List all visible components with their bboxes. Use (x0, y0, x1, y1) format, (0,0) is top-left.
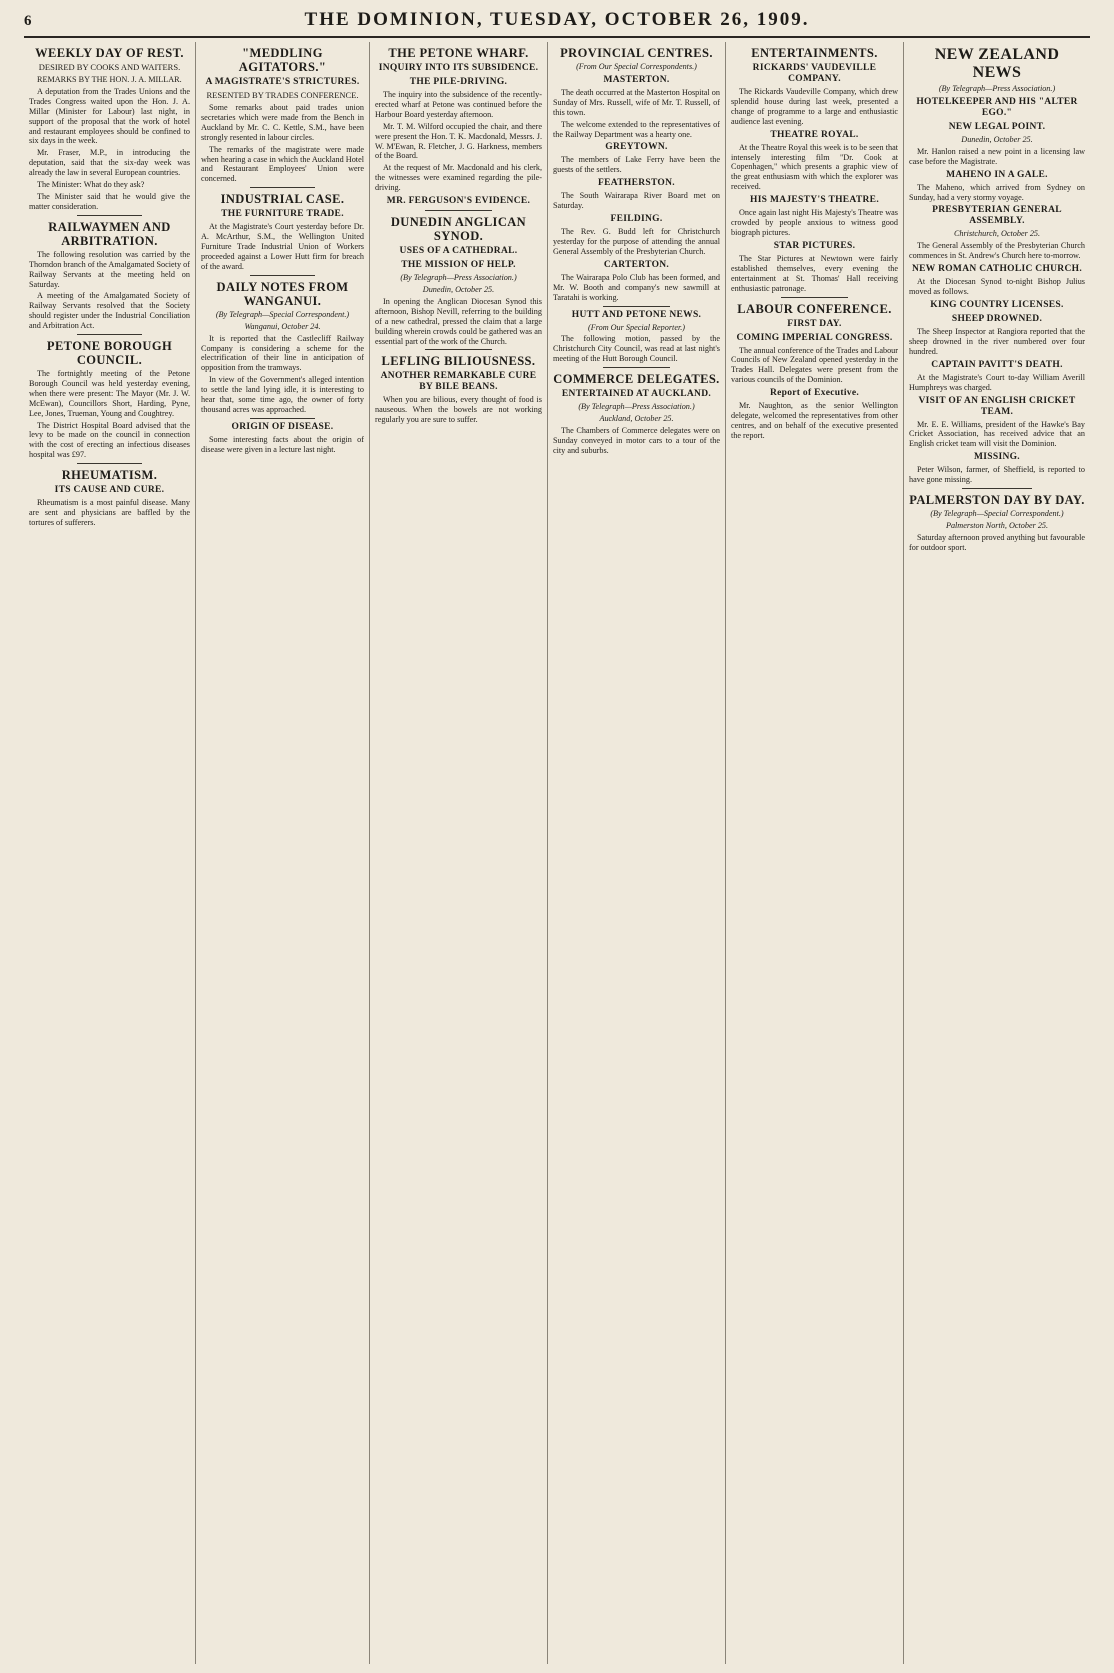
paragraph: Saturday afternoon proved anything but favourable for outdoor sport. (909, 532, 1085, 552)
paragraph: The welcome extended to the representatives of the Railway Department was a hearty one. (553, 119, 720, 139)
dateline: Auckland, October 25. (599, 414, 674, 424)
paragraph: It is reported that the Castlecliff Railway Company is considering a scheme for the electrification of their line in anticipation of opposition from the tramways. (201, 333, 364, 373)
paragraph: The death occurred at the Masterton Hospital on Sunday of Mrs. Russell, wife of Mr. T. Russell, of this town. (553, 87, 720, 117)
divider (603, 367, 670, 368)
headline: NEW ZEALAND NEWS (934, 46, 1060, 81)
divider (77, 215, 141, 216)
masthead (24, 4, 1090, 38)
paragraph: At the Magistrate's Court yesterday before Dr. A. McArthur, S.M., the Wellington United Furniture Trade Industrial Union of Workers proceeded against a Lower Hutt firm for breach of the award. (201, 222, 364, 271)
paragraph: The South Wairarapa River Board met on Saturday. (553, 191, 720, 211)
dateline: (By Telegraph—Special Correspondent.) (215, 309, 350, 319)
headline: PALMERSTON DAY BY DAY. (909, 493, 1085, 508)
paragraph: Peter Wilson, farmer, of Sheffield, is reported to have gone missing. (909, 465, 1085, 485)
column-2 (196, 42, 370, 1664)
headline: THE PETONE WHARF. (388, 46, 529, 60)
subhead: KING COUNTRY LICENSES. (930, 299, 1064, 310)
headline: "MEDDLING AGITATORS." (238, 46, 327, 74)
paragraph: The Maheno, which arrived from Sydney on Sunday, had a very stormy voyage. (909, 182, 1085, 202)
headline: WEEKLY DAY OF REST. (35, 46, 184, 60)
columns (24, 42, 1090, 1664)
column-3 (370, 42, 548, 1664)
paragraph: In view of the Government's alleged intention to settle the land lying idle, it is interesting to hear that, some time ago, the owner of forty thousand acres was approached. (201, 375, 364, 414)
divider (781, 297, 848, 298)
paragraph: A meeting of the Amalgamated Society of Railway Servants resolved that the Society should register under the Industrial Conciliation and Arbitration Act. (29, 291, 190, 331)
paragraph: At the Magistrate's Court to-day William Averill Humphreys was charged. (909, 372, 1085, 392)
subhead: RICKARDS' VAUDEVILLE COMPANY. (752, 63, 877, 84)
paragraph: Mr. T. M. Wilford occupied the chair, and there were present the Hon. T. K. Macdonald, Messrs. J. W. M'Ewan, R. Fletcher, J. G. Harkness, members of the Board. (375, 121, 542, 161)
headline: ENTERTAINMENTS. (751, 46, 878, 60)
paragraph: Mr. Hanlon raised a new point in a licensing law case before the Magistrate. (909, 146, 1085, 166)
subhead: COMING IMPERIAL CONGRESS. (736, 332, 893, 343)
dateline: (From Our Special Reporter.) (587, 322, 686, 332)
paragraph: A deputation from the Trades Unions and the Trades Congress waited upon the Hon. J. A. Millar (Minister for Labour) last night, in support of the proposal that the work of hotel and restaurant employees should be confined to six days in the week. (29, 86, 190, 146)
deck: DESIRED BY COOKS AND WAITERS. (38, 62, 181, 72)
subhead: Report of Executive. (769, 388, 860, 399)
dateline: (From Our Special Correspondents.) (576, 62, 697, 71)
divider (250, 418, 315, 419)
dateline: Dunedin, October 25. (422, 284, 495, 294)
headline: COMMERCE DELEGATES. (553, 372, 720, 387)
paragraph: Once again last night His Majesty's Theatre was crowded by people anxious to witness good biograph pictures. (731, 208, 898, 237)
paragraph: In opening the Anglican Diocesan Synod this afternoon, Bishop Nevill, referring to the building of a new cathedral, pressed the claim that a large building wherein crowds could be gathered was an essential part of the work of the Church. (375, 296, 542, 346)
subhead: SHEEP DROWNED. (951, 313, 1043, 324)
subhead: ANOTHER REMARKABLE CURE BY BILE BEANS. (380, 371, 537, 393)
divider (77, 334, 141, 335)
column-1 (24, 42, 196, 1664)
dateline: (By Telegraph—Press Association.) (578, 402, 695, 412)
subhead: THEATRE ROYAL. (770, 129, 859, 140)
divider (603, 306, 670, 307)
subhead: USES OF A CATHEDRAL. (399, 246, 518, 257)
subhead: CARTERTON. (603, 259, 670, 270)
dateline: Palmerston North, October 25. (945, 520, 1049, 530)
paragraph: The Rev. G. Budd left for Christchurch yesterday for the purpose of attending the annual General Assembly of the Presbyterian Church. (553, 227, 720, 256)
dateline: Christchurch, October 25. (953, 229, 1041, 239)
subhead: MAHENO IN A GALE. (946, 169, 1048, 180)
headline: DAILY NOTES FROM WANGANUI. (216, 279, 349, 308)
paragraph: The Star Pictures at Newtown were fairly established themselves, every evening the entertainment at St. Thomas' Hall receiving enthusiastic patronage. (731, 253, 898, 293)
paragraph: The Minister: What do they ask? (37, 180, 145, 190)
subhead: NEW LEGAL POINT. (948, 121, 1046, 132)
dateline: Dunedin, October 25. (961, 134, 1033, 144)
subhead: ENTERTAINED AT AUCKLAND. (561, 389, 712, 400)
paragraph: When you are bilious, every thought of food is nauseous. When the bowels are not working regularly you are sure to suffer. (375, 395, 542, 425)
dateline: (By Telegraph—Special Correspondent.) (930, 509, 1064, 519)
paragraph: The General Assembly of the Presbyterian Church commences in St. Andrew's Church here to-morrow. (909, 241, 1085, 261)
divider (962, 488, 1032, 489)
subhead: HUTT AND PETONE NEWS. (571, 309, 702, 320)
paragraph: The District Hospital Board advised that the levy to be made on the council in connection with the cost of erecting an infectious diseases hospital was £97. (29, 420, 190, 460)
subhead: A MAGISTRATE'S STRICTURES. (205, 77, 360, 87)
divider (250, 187, 315, 188)
dateline: (By Telegraph—Press Association.) (400, 273, 517, 283)
subhead: STAR PICTURES. (773, 240, 856, 251)
masthead-title: THE DOMINION, TUESDAY, OCTOBER 26, 1909. (304, 9, 810, 30)
page-number: 6 (24, 13, 32, 29)
paragraph: At the Theatre Royal this week is to be seen that intensely interesting film "Dr. Cook at Copenhagen," which presents a graphic view of the great enthusiasm with which the explorer was received. (731, 142, 898, 192)
subhead: THE FURNITURE TRADE. (221, 209, 344, 220)
paragraph: Mr. E. E. Williams, president of the Hawke's Bay Cricket Association, has received advice that an English cricket team will visit the Dominion. (909, 419, 1085, 449)
paragraph: REMARKS BY THE HON. J. A. MILLAR. (37, 75, 182, 84)
subhead: HOTELKEEPER AND HIS "ALTER EGO." (916, 96, 1078, 118)
headline: PETONE BOROUGH COUNCIL. (46, 339, 173, 368)
divider (250, 275, 315, 276)
dateline: Wanganui, October 24. (244, 321, 321, 331)
paragraph: The remarks of the magistrate were made when hearing a case in which the Auckland Hotel and Restaurant Employees' Union were concerned. (201, 144, 364, 184)
paragraph: Mr. Naughton, as the senior Wellington delegate, welcomed the representatives from other centres, and on behalf of the executive presented the report. (731, 401, 898, 440)
headline: INDUSTRIAL CASE. (220, 192, 345, 207)
subhead: VISIT OF AN ENGLISH CRICKET TEAM. (918, 395, 1076, 417)
subhead: ORIGIN OF DISEASE. (231, 421, 334, 432)
subhead: THE PILE-DRIVING. (409, 77, 508, 87)
paragraph: Mr. Fraser, M.P., in introducing the deputation, said that the six-day week was already the law in several European countries. (29, 148, 190, 178)
paragraph: The fortnightly meeting of the Petone Borough Council was held yesterday evening, when there were present: The Mayor (Mr. J. W. McEwan), Councillors Short, Harding, Pyne, Lee, Jones, Trueman, Young and Coughtrey. (29, 369, 190, 418)
subhead: FEATHERSTON. (598, 178, 675, 189)
column-4 (548, 42, 726, 1664)
subhead: THE MISSION OF HELP. (401, 260, 516, 271)
subhead: CAPTAIN PAVITT'S DEATH. (931, 359, 1063, 370)
paragraph: The following resolution was carried by the Thorndon branch of the Amalgamated Society of Railway Servants at the meeting held on Saturday. (29, 249, 190, 289)
headline: RHEUMATISM. (61, 468, 158, 483)
headline: RAILWAYMEN AND ARBITRATION. (48, 219, 171, 248)
paragraph: At the Diocesan Synod to-night Bishop Julius moved as follows. (909, 277, 1085, 297)
subhead: FEILDING. (610, 214, 663, 225)
paragraph: The following motion, passed by the Christchurch City Council, was read at last night's meeting of the Hutt Borough Council. (553, 334, 720, 364)
subhead: HIS MAJESTY'S THEATRE. (750, 195, 879, 206)
subhead: PRESBYTERIAN GENERAL ASSEMBLY. (932, 205, 1062, 227)
divider (425, 349, 492, 350)
paragraph: The Rickards Vaudeville Company, which drew splendid house during last week, presented a change of programme to a large and enthusiastic audience last evening. (731, 87, 898, 126)
deck: RESENTED BY TRADES CONFERENCE. (206, 90, 359, 100)
paragraph: The Chambers of Commerce delegates were on Sunday conveyed in motor cars to a tour of the city and suburbs. (553, 425, 720, 455)
headline: LEFLING BILIOUSNESS. (381, 354, 536, 369)
subhead: FIRST DAY. (787, 318, 842, 329)
headline: DUNEDIN ANGLICAN SYNOD. (390, 215, 527, 244)
paragraph: The Minister said that he would give the matter consideration. (29, 191, 190, 211)
paragraph: The annual conference of the Trades and Labour Councils of New Zealand opened yesterday in the Trades Hall. Delegates were present from the various councils of the Dominion. (731, 345, 898, 385)
paragraph: At the request of Mr. Macdonald and his clerk, the witnesses were examined regarding the pile-driving. (375, 163, 542, 193)
divider (77, 463, 141, 464)
headline: LABOUR CONFERENCE. (737, 301, 892, 316)
paragraph: Rheumatism is a most painful disease. Many are sent and physicians are baffled by the tortures of sufferers. (29, 498, 190, 527)
paragraph: The inquiry into the subsidence of the recently-erected wharf at Petone was continued before the Harbour Board yesterday afternoon. (375, 90, 542, 119)
subhead: MISSING. (974, 452, 1020, 463)
headline: PROVINCIAL CENTRES. (560, 46, 713, 60)
paragraph: Some remarks about paid trades union secretaries which were made from the Bench in Auckland by Mr. C. C. Kettle, S.M., have been strongly resented in labour circles. (201, 103, 364, 142)
paragraph: The Wairarapa Polo Club has been formed, and Mr. W. Booth and company's new sawmill at Taratahi is working. (553, 272, 720, 302)
paragraph: The members of Lake Ferry have been the guests of the settlers. (553, 155, 720, 175)
subhead: INQUIRY INTO ITS SUBSIDENCE. (378, 63, 539, 73)
column-6 (904, 42, 1090, 1664)
divider (425, 210, 492, 211)
subhead: NEW ROMAN CATHOLIC CHURCH. (911, 264, 1082, 275)
subhead: MASTERTON. (603, 74, 670, 85)
paragraph: Some interesting facts about the origin of disease were given in a lecture last night. (201, 434, 364, 454)
subhead: GREYTOWN. (605, 142, 668, 153)
paragraph: The Sheep Inspector at Rangiora reported that the sheep drowned in the river numbered over four hundred. (909, 326, 1085, 356)
column-5 (726, 42, 904, 1664)
dateline: (By Telegraph—Press Association.) (938, 84, 1056, 93)
subhead: ITS CAUSE AND CURE. (54, 485, 165, 496)
subhead: MR. FERGUSON'S EVIDENCE. (386, 196, 531, 207)
